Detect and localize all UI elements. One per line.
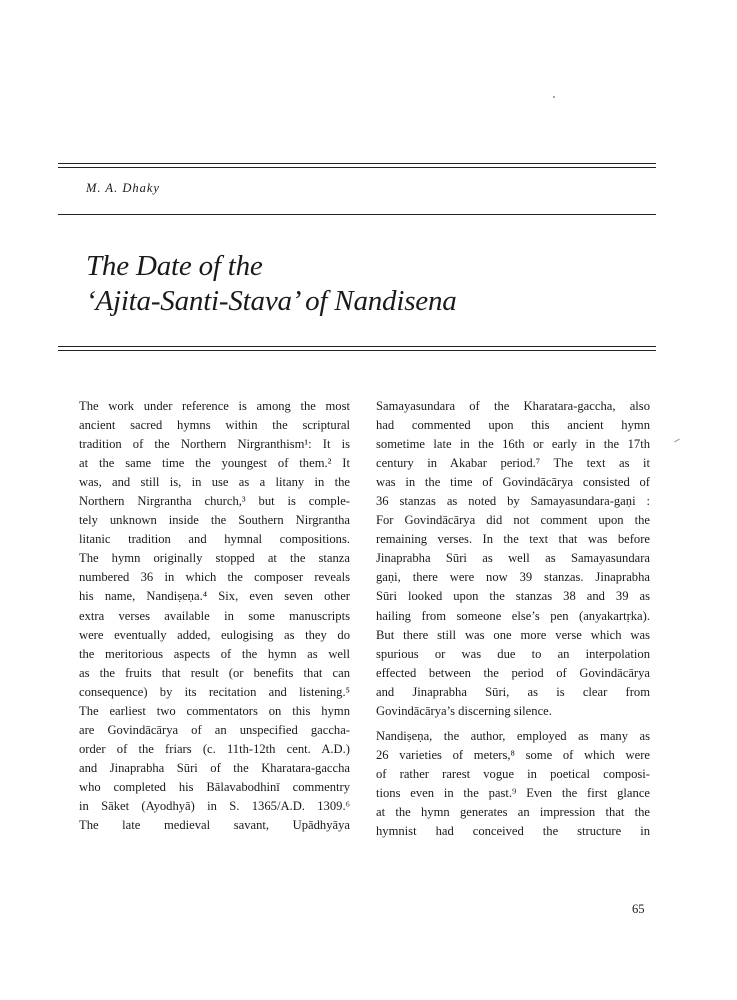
body-column-left (79, 397, 350, 835)
text-line: had commented upon this ancient hymn (376, 418, 650, 433)
text-line: ancient sacred hymns within the scriptural (79, 418, 350, 433)
text-line: sometime late in the 16th or early in the 17th (376, 437, 650, 452)
text-line: spurious or was due to an interpolation (376, 646, 650, 661)
text-line: and Jinaprabha Sūri of the Kharatara-gaccha (79, 760, 350, 775)
author-underline (58, 214, 656, 215)
text-line: numbered 36 in which the composer reveals (79, 570, 350, 585)
text-line: 36 stanzas as noted by Samayasundara-gaṇi : (376, 494, 650, 509)
text-line: Samayasundara of the Kharatara-gaccha, also (376, 399, 650, 413)
text-line: who completed his Bālavabodhinī commentry (79, 779, 350, 794)
text-line: Northern Nirgrantha church,³ but is comple- (79, 494, 350, 509)
text-line: at the same time the youngest of them.² It (79, 456, 350, 471)
text-line: But there still was one more verse which was (376, 627, 650, 642)
text-line: remaining verses. In the text that was before (376, 532, 650, 547)
text-line: The hymn originally stopped at the stanza (79, 551, 350, 566)
text-line: in Sāket (Ayodhyā) in S. 1365/A.D. 1309.⁶ (79, 798, 350, 813)
text-line: tely unknown inside the Southern Nirgrantha (79, 513, 350, 528)
text-line: of rather rarest vogue in poetical composi- (376, 766, 650, 781)
text-line: Jinaprabha Sūri as well as Samayasundara (376, 551, 650, 566)
text-line: and Jinaprabha Sūri, as is clear from (376, 684, 650, 699)
text-line: effected between the period of Govindācārya (376, 665, 650, 680)
text-line: gaṇi, there were now 39 stanzas. Jinaprabha (376, 570, 650, 585)
text-line: the meritorious aspects of the hymn as well (79, 646, 350, 661)
top-rule-upper (58, 163, 656, 164)
paragraph (79, 397, 350, 835)
page-number: 65 (632, 902, 645, 916)
text-line: hymnist had conceived the structure in (376, 824, 650, 839)
text-line: his name, Nandiṣeṇa.⁴ Six, even seven other (79, 589, 350, 604)
text-line: tradition of the Northern Nirgranthism¹: It is (79, 437, 350, 452)
text-line: are Govindācārya of an unspecified gaccha- (79, 722, 350, 737)
paragraph (376, 727, 650, 841)
text-line: at the hymn generates an impression that the (376, 804, 650, 819)
body-column-right (376, 397, 650, 841)
scan-speck (674, 439, 680, 443)
article-title-line-2: ‘Ajita-Santi-Stava’ of Nandisena (86, 285, 457, 317)
text-line: The late medieval savant, Upādhyāya (79, 818, 350, 833)
text-line: extra verses available in some manuscripts (79, 608, 350, 623)
text-line: were eventually added, eulogising as they do (79, 627, 350, 642)
text-line: tions even in the past.⁹ Even the first glance (376, 785, 650, 800)
text-line: was, and still is, in use as a litany in the (79, 475, 350, 490)
text-line: consequence) by its recitation and listening.⁵ (79, 684, 350, 699)
paragraph (376, 397, 650, 721)
title-rule-upper (58, 346, 656, 347)
text-line: The work under reference is among the most (79, 399, 350, 413)
text-line: was in the time of Govindācārya consisted of (376, 475, 650, 490)
article-title-line-1: The Date of the (86, 250, 263, 282)
text-line: litanic tradition and hymnal compositions. (79, 532, 350, 547)
text-line: 26 varieties of meters,⁸ some of which were (376, 747, 650, 762)
text-line: For Govindācārya did not comment upon the (376, 513, 650, 528)
scan-speck (553, 96, 555, 98)
text-line: Govindācārya’s discerning silence. (376, 703, 552, 718)
text-line: Sūri looked upon the stanzas 38 and 39 as (376, 589, 650, 604)
text-line: as the fruits that result (or benefits that can (79, 665, 350, 680)
text-line: order of the friars (c. 11th-12th cent. A.D.) (79, 741, 350, 756)
text-line: Nandiṣeṇa, the author, employed as many as (376, 728, 650, 743)
top-rule-lower (58, 167, 656, 168)
text-line: hailing from someone else’s pen (anyakartṛka). (376, 608, 650, 623)
author-name: M. A. Dhaky (86, 181, 160, 195)
text-line: The earliest two commentators on this hymn (79, 703, 350, 718)
title-rule-lower (58, 350, 656, 351)
text-line: century in Akabar period.⁷ The text as it (376, 456, 650, 471)
article-title (86, 249, 457, 319)
